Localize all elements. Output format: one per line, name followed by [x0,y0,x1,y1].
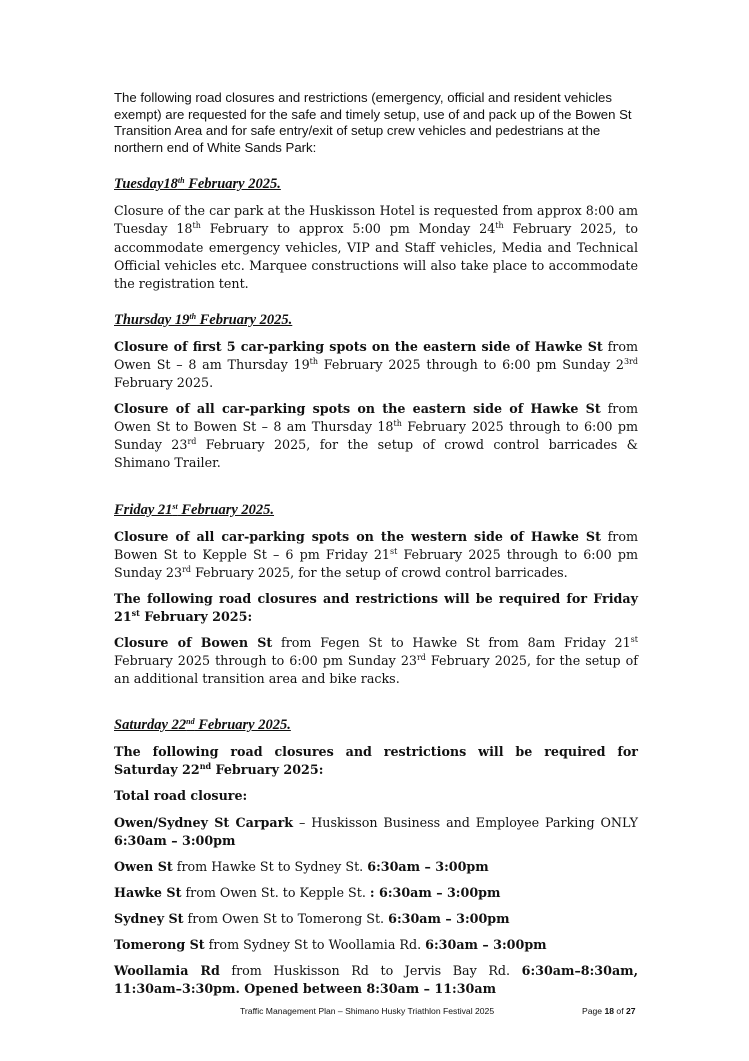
heading-sup: st [172,501,178,511]
heading-text: February 2025. [184,176,281,193]
heading-text: Tuesday18 [114,176,178,193]
saturday-paragraph-1: The following road closures and restrictions will be required for Saturday 22nd February 2025: [114,744,638,778]
heading-text: Thursday 19 [114,311,190,328]
heading-sup: th [177,176,185,186]
document-page [114,90,638,1006]
section-heading-friday [114,501,638,519]
footer-title: Traffic Management Plan – Shimano Husky Triathlon Festival 2025 [240,1006,495,1016]
heading-text: Friday 21 [114,501,173,518]
closure-item: Tomerong St from Sydney St to Woollamia Rd. 6:30am – 3:00pm [114,937,547,952]
heading-text: February 2025. [196,311,293,328]
heading-text: February 2025. [194,717,291,734]
closure-item: Sydney St from Owen St to Tomerong St. 6:30am – 3:00pm [114,910,510,926]
thursday-paragraph-2: Closure of all car-parking spots on the eastern side of Hawke St from Owen St to Bowen St – 8 am Thursday 18th February 2025 through to 6:00 pm Sunday 23rd February 2025, for the setup of crowd control barricades & Shimano Trailer. [114,401,639,471]
friday-paragraph-3: Closure of Bowen St from Fegen St to Hawke St from 8am Friday 21st February 2025 through to 6:00 pm Sunday 23rd February 2025, for the setup of an additional transition area and bike racks. [114,634,638,687]
heading-text: February 2025. [177,501,275,518]
section-heading-saturday [114,716,638,734]
section-heading-tuesday [114,175,638,193]
closure-item: Owen/Sydney St Carpark – Huskisson Business and Employee Parking ONLY 6:30am – 3:00pm [114,814,638,848]
section-heading-thursday [114,311,638,329]
page-number: Page 18 of 27 [582,1006,636,1016]
intro-paragraph: The following road closures and restrictions (emergency, official and resident vehicles exempt) are requested for the safe and timely setup, use of and pack up of the Bowen St Transition Area and for safe entry/exit of setup crew vehicles and pedestrians at the northern end of White Sands Park: [114,90,632,155]
heading-sup: nd [186,717,195,727]
thursday-paragraph-1: Closure of first 5 car-parking spots on the eastern side of Hawke St from Owen St – 8 am Thursday 19th February 2025 through to 6:00 pm Sunday $2^{3rd}$ February 2025. [114,338,638,391]
closure-item: Hawke St from Owen St. to Kepple St. : 6:30am – 3:00pm [114,884,501,900]
heading-sup: th [189,311,197,321]
closure-item: Woollamia Rd from Huskisson Rd to Jervis Bay Rd. 6:30am–8:30am, 11:30am–3:30pm. Opened between 8:30am – 11:30am [114,963,639,997]
heading-text: Saturday 22 [114,717,187,734]
friday-paragraph-1: Closure of all car-parking spots on the western side of Hawke St from Bowen St to Kepple St – 6 pm Friday 21st February 2025 through to 6:00 pm Sunday 23rd February 2025, for the setup of crowd control barricades. [114,528,638,580]
total-road-closure-label: Total road closure: [114,788,248,804]
tuesday-paragraph: Closure of the car park at the Huskisson Hotel is requested from approx 8:00 am Tuesday 18th February to approx 5:00 pm Monday 24th February 2025, to accommodate emergency vehicles, VIP and Staff vehicles, Media and Technical Official vehicles etc. Marquee constructions will also take place to accommodate the registration tent. [114,203,638,291]
closure-item: Owen St from Hawke St to Sydney St. 6:30am – 3:00pm [114,858,489,874]
friday-paragraph-2: The following road closures and restrictions will be required for Friday 21st February 2025: [114,590,638,624]
